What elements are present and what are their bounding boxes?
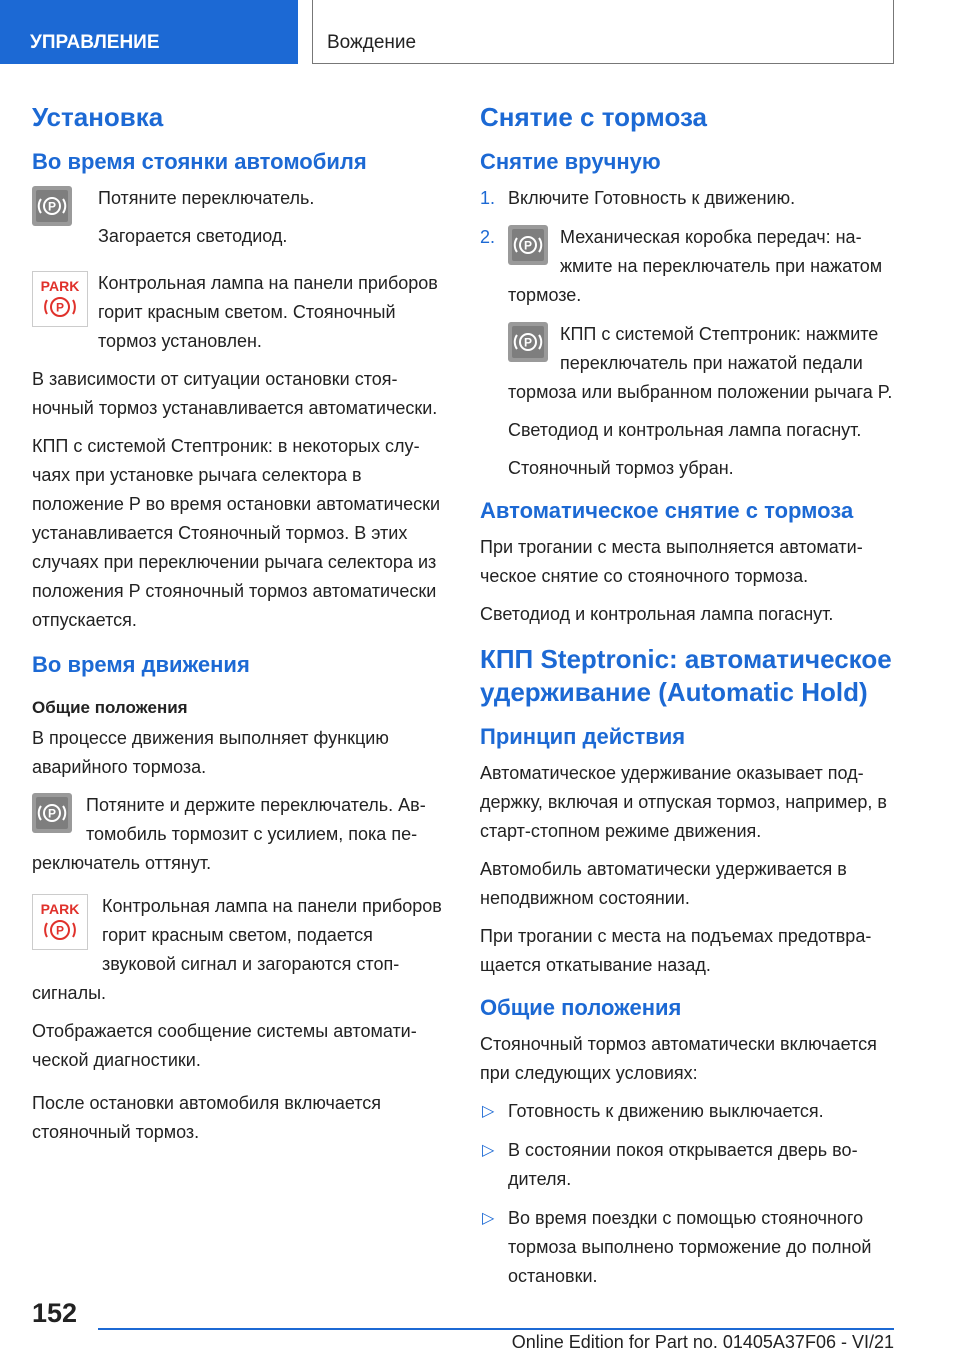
step-text: Механическая коробка передач: нажмите на переключатель при нажатом тормозе. <box>508 227 883 305</box>
driving-func-text: В процессе движения выполняет функцию аварийного тормоза. <box>32 728 389 777</box>
heading-while-parked: Во время стоянки автомобиля <box>32 149 367 174</box>
principle-text-3: При трогании с места на подъемах предотвращается откатывание назад. <box>480 926 872 975</box>
heading-releasing: Снятие с тормоза <box>480 102 708 132</box>
steptronic-step-block <box>480 320 898 483</box>
step-1 <box>480 184 898 213</box>
message-text: Отображается сообщение системы автоматической диагностики. <box>32 1021 417 1070</box>
step-text: Включите Готовность к движению. <box>508 188 796 208</box>
park-warning-icon <box>32 271 88 327</box>
led-off-text-2: Светодиод и контрольная лампа погаснут. <box>480 604 834 624</box>
heading-general-right: Общие положения <box>480 995 682 1020</box>
manual-steps-list <box>480 184 898 310</box>
auto-release-text: При трогании с места выполняется автоматическое снятие со стояночного тормоза. <box>480 537 863 586</box>
list-item <box>480 1136 898 1194</box>
park-lamp-block-1 <box>32 269 450 356</box>
park-lamp-block-2 <box>32 892 450 1008</box>
hold-switch-block <box>32 791 450 878</box>
principle-text-1: Автоматическое удерживание оказывает поддержку, включая и отпуская тормоз, например, в старт-стопном режиме движения. <box>480 763 887 841</box>
footer-edition: Online Edition for Part no. 01405A37F06 - VI/21 <box>511 1332 894 1352</box>
list-item <box>480 1097 898 1126</box>
heading-auto-release: Автоматическое снятие с тормоза <box>480 498 854 523</box>
header-chapter-label: Вождение <box>327 32 417 53</box>
parking-brake-switch-icon <box>32 793 72 833</box>
right-column <box>480 100 898 1301</box>
heading-automatic-hold: КПП Steptronic: автоматическое удерживание (Automatic Hold) <box>480 644 892 707</box>
heading-while-driving: Во время движения <box>32 652 250 677</box>
led-on-text: Загорается светодиод. <box>98 226 288 246</box>
list-item <box>480 1204 898 1291</box>
header-section-tab <box>0 0 298 64</box>
condition-text: В состоянии покоя открывается дверь водителя. <box>508 1140 858 1189</box>
heading-setting: Установка <box>32 102 164 132</box>
heading-general-left: Общие положения <box>32 698 188 717</box>
steptronic-step-text: КПП с системой Стептроник: нажмите переключатель при нажатой педали тормоза или выбранном положении рычага P. <box>508 324 893 402</box>
triangle-bullet-icon: ▷ <box>482 1210 495 1227</box>
step-number: 2. <box>480 227 496 247</box>
hold-switch-text: Потяните и держите переключатель. Автомобиль тормозит с усилием, пока переключатель оттянут. <box>32 795 426 873</box>
auto-apply-text: В зависимости от ситуации остановки стояночный тормоз устанавливается автоматически. <box>32 369 438 418</box>
led-off-text: Светодиод и контрольная лампа погаснут. <box>508 420 862 440</box>
triangle-bullet-icon: ▷ <box>482 1142 495 1159</box>
left-column <box>32 100 450 1156</box>
park-lamp-text-2: Контрольная лампа на панели приборов горит красным светом, подается звуковой сигнал и загораются стоп-сигналы. <box>32 896 442 1003</box>
park-warning-icon <box>32 894 88 950</box>
header-section-label: УПРАВЛЕНИЕ <box>30 32 160 53</box>
header-chapter-box <box>312 0 894 64</box>
conditions-list <box>480 1097 898 1291</box>
triangle-bullet-icon: ▷ <box>482 1103 495 1120</box>
steptronic-note-text: КПП с системой Стептроник: в некоторых случаях при установке рычага селектора в положение P во время остановки автоматически устанавливается Стояночный тормоз. В этих случаях при переключении рычага селектора из положения P стояночный тормоз автоматически отпускается. <box>32 436 441 630</box>
released-text: Стояночный тормоз убран. <box>508 458 734 478</box>
parking-brake-switch-icon <box>32 186 72 226</box>
condition-text: Готовность к движению выключается. <box>508 1101 824 1121</box>
page-number: 152 <box>32 1298 78 1328</box>
footer-divider <box>98 1328 894 1330</box>
parking-brake-switch-icon <box>508 225 548 265</box>
pull-switch-text: Потяните переключатель. <box>98 188 315 208</box>
heading-principle: Принцип действия <box>480 724 686 749</box>
conditions-intro-text: Стояночный тормоз автоматически включается при следующих условиях: <box>480 1034 877 1083</box>
step-number: 1. <box>480 188 496 208</box>
step-2 <box>480 223 898 310</box>
condition-text: Во время поездки с помощью стояночного тормоза выполнено торможение до полной остановки. <box>508 1208 872 1286</box>
principle-text-2: Автомобиль автоматически удерживается в неподвижном состоянии. <box>480 859 847 908</box>
park-lamp-text-1: Контрольная лампа на панели приборов горит красным светом. Стояночный тормоз установлен. <box>98 273 438 351</box>
pull-switch-block <box>32 184 450 251</box>
after-stop-text: После остановки автомобиля включается стояночный тормоз. <box>32 1093 382 1142</box>
heading-manual-release: Снятие вручную <box>480 149 661 174</box>
parking-brake-switch-icon <box>508 322 548 362</box>
